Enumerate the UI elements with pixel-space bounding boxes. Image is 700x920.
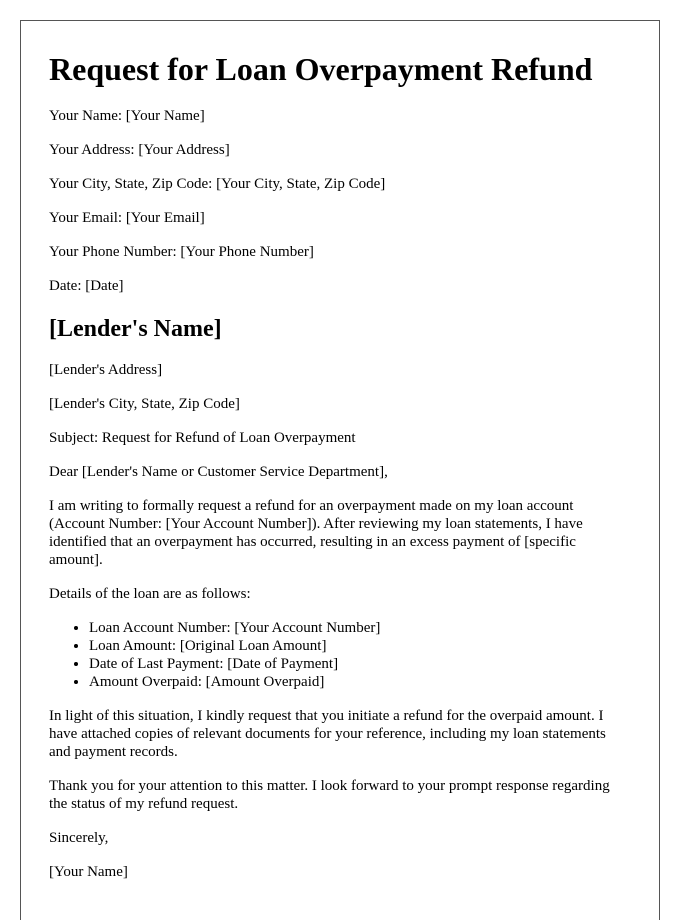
sender-phone: Your Phone Number: [Your Phone Number] bbox=[49, 244, 314, 260]
loan-details-list bbox=[49, 619, 631, 691]
lender-name-heading: [Lender's Name] bbox=[49, 316, 222, 342]
intro-paragraph: I am writing to formally request a refund for an overpayment made on my loan account (Account Number: [Your Account Number]). After reviewing my loan statements, I have identified that an overpayment has occurred, resulting in an excess payment of [specific amount]. bbox=[49, 498, 583, 568]
sender-city-state-zip: Your City, State, Zip Code: [Your City, State, Zip Code] bbox=[49, 176, 386, 192]
list-item: • Date of Last Payment: [Date of Payment] bbox=[89, 655, 631, 673]
lender-city-state-zip: [Lender's City, State, Zip Code] bbox=[49, 396, 240, 412]
list-item: • Loan Account Number: [Your Account Number] bbox=[89, 619, 631, 637]
list-item: • Amount Overpaid: [Amount Overpaid] bbox=[89, 673, 631, 691]
page-title: Request for Loan Overpayment Refund bbox=[49, 51, 593, 87]
lender-address: [Lender's Address] bbox=[49, 362, 163, 378]
thanks-paragraph: Thank you for your attention to this matter. I look forward to your prompt response regarding the status of my refund request. bbox=[49, 778, 610, 812]
request-paragraph: In light of this situation, I kindly request that you initiate a refund for the overpaid amount. I have attached copies of relevant documents for your reference, including my loan statements and payment records. bbox=[49, 708, 606, 760]
subject-line: Subject: Request for Refund of Loan Overpayment bbox=[49, 430, 356, 446]
signature: [Your Name] bbox=[49, 864, 128, 880]
sender-name: Your Name: [Your Name] bbox=[49, 108, 205, 124]
letter-page bbox=[20, 20, 660, 920]
details-lead: Details of the loan are as follows: bbox=[49, 586, 251, 602]
list-item: • Loan Amount: [Original Loan Amount] bbox=[89, 637, 631, 655]
sender-email: Your Email: [Your Email] bbox=[49, 210, 205, 226]
letter-date: Date: [Date] bbox=[49, 278, 124, 294]
sender-address: Your Address: [Your Address] bbox=[49, 142, 230, 158]
salutation: Dear [Lender's Name or Customer Service Department], bbox=[49, 464, 388, 480]
closing: Sincerely, bbox=[49, 830, 109, 846]
